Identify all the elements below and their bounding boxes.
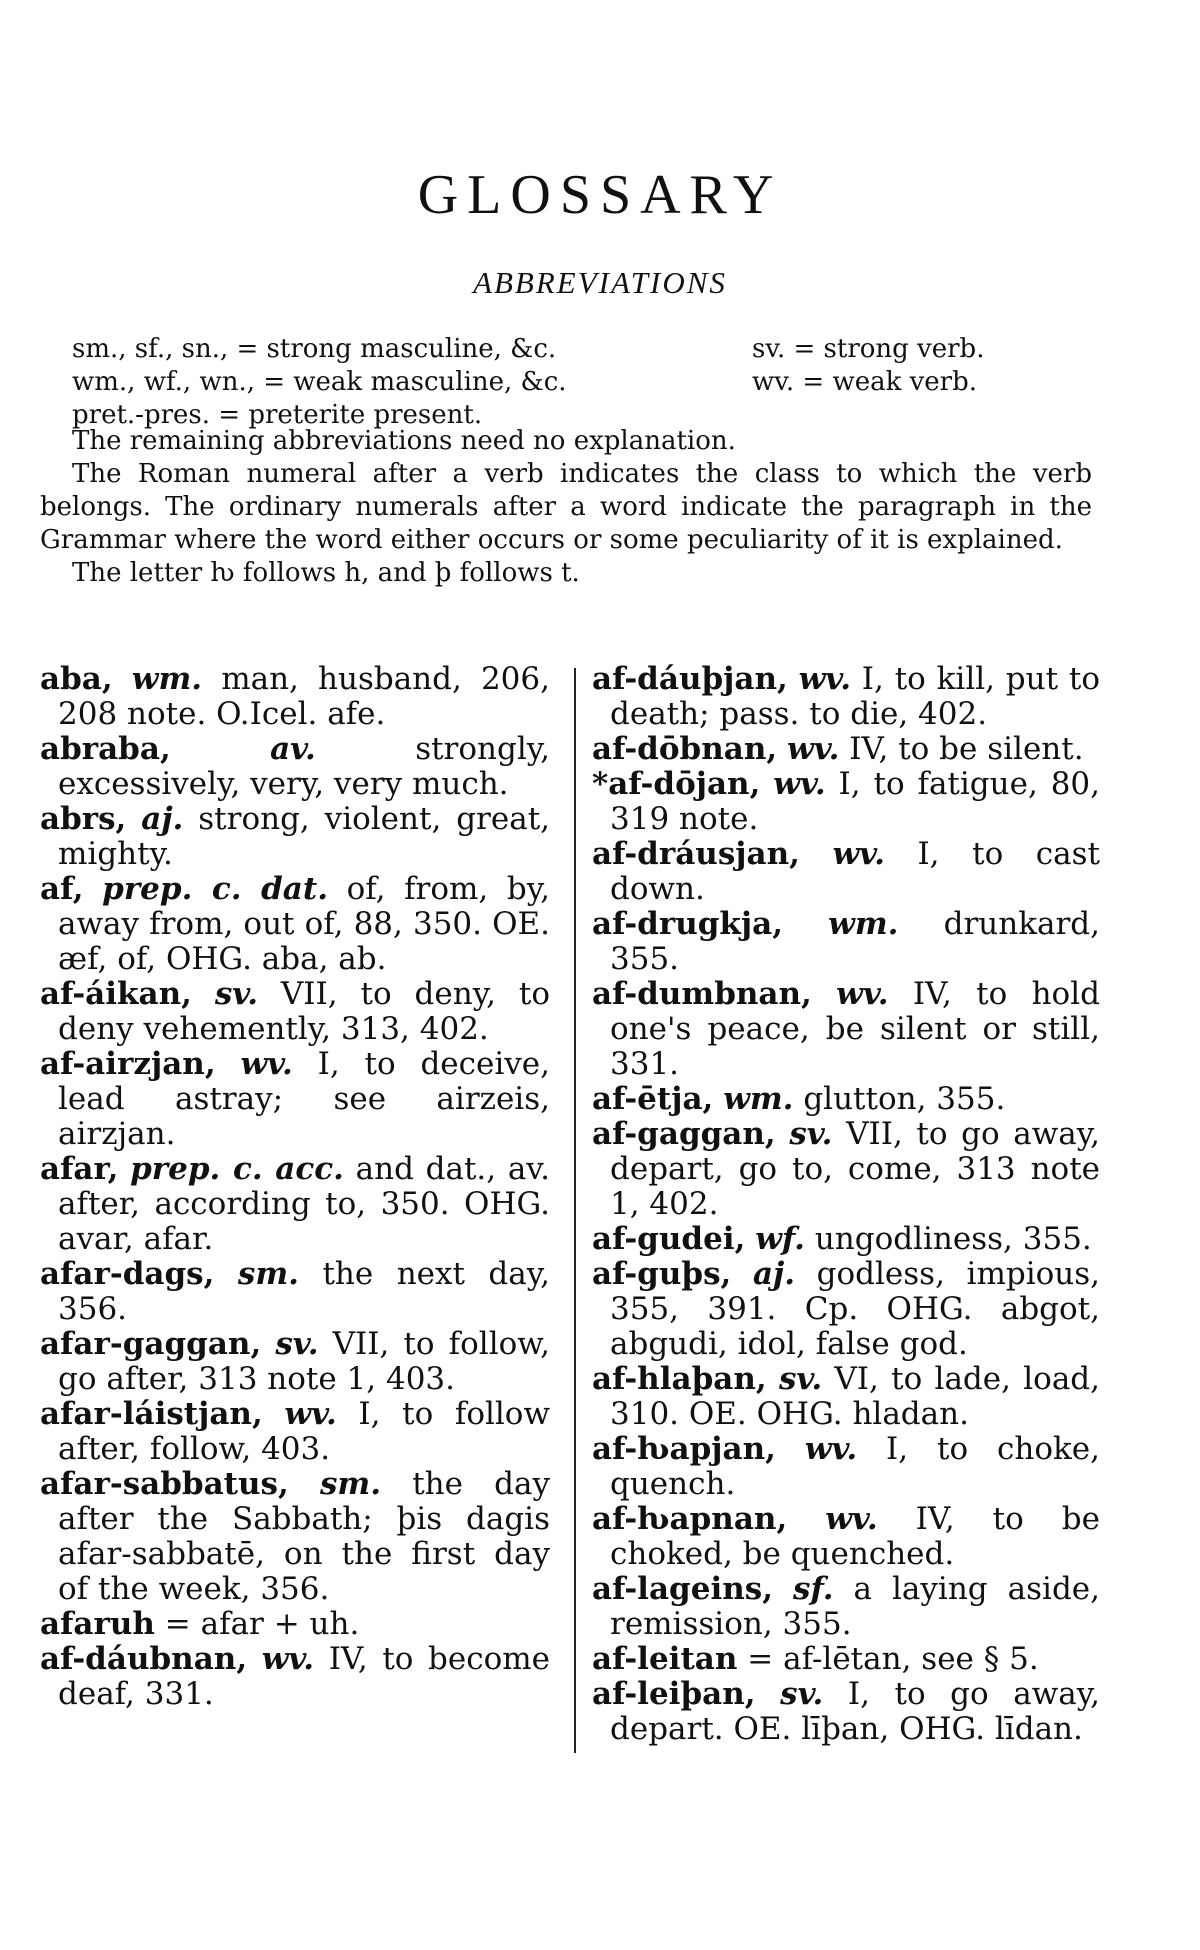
entry-definition: IV, to become deaf, 331. — [58, 1641, 551, 1712]
entry-headword: af-leitan — [592, 1641, 738, 1677]
glossary-entry — [592, 1257, 1100, 1362]
glossary-entry — [592, 837, 1100, 907]
abbreviation-row — [72, 366, 1102, 399]
entry-definition: IV, to be silent. — [849, 731, 1084, 767]
entry-definition: godless, impious, 355, 391. Cp. OHG. abgot, abgudi, idol, false god. — [610, 1256, 1100, 1362]
entry-headword: af-áikan, — [40, 976, 192, 1012]
entry-headword: af-ƕapjan, — [592, 1431, 776, 1467]
glossary-entry — [40, 977, 550, 1047]
glossary-entry — [592, 1082, 1100, 1117]
entry-part-of-speech: wv. — [773, 766, 826, 802]
entry-part-of-speech: prep. c. dat. — [102, 871, 328, 907]
glossary-entry — [592, 1502, 1100, 1572]
entry-headword: afar-sabbatus, — [40, 1466, 289, 1502]
section-subtitle: ABBREVIATIONS — [473, 265, 727, 300]
entry-part-of-speech: av. — [270, 731, 316, 767]
entry-headword: af-dumbnan, — [592, 976, 812, 1012]
glossary-entry — [40, 1152, 550, 1257]
entry-headword: afar-gaggan, — [40, 1326, 262, 1362]
glossary-entry — [40, 662, 550, 732]
entry-part-of-speech: wm. — [828, 906, 899, 942]
left-column — [40, 662, 550, 1712]
glossary-entry — [40, 1642, 550, 1712]
entry-definition: = afar + uh. — [164, 1606, 360, 1642]
entry-definition: I, to fatigue, 80, 319 note. — [610, 766, 1100, 837]
entry-part-of-speech: wv. — [284, 1396, 337, 1432]
glossary-entry — [40, 732, 550, 802]
glossary-entry — [40, 802, 550, 872]
entry-definition: IV, to hold one's peace, be silent or still, 331. — [610, 976, 1100, 1082]
entry-definition: IV, to be choked, be quenched. — [610, 1501, 1100, 1572]
entry-part-of-speech: sv. — [778, 1361, 823, 1397]
glossary-entry — [592, 1572, 1100, 1642]
entry-headword: afaruh — [40, 1606, 155, 1642]
entry-headword: afar-láistjan, — [40, 1396, 263, 1432]
note-paragraph: The letter ƕ follows h, and þ follows t. — [72, 558, 580, 588]
entry-definition: VII, to deny, to deny vehemently, 313, 402. — [58, 976, 550, 1047]
entry-headword: abraba, — [40, 731, 171, 767]
entry-part-of-speech: wf. — [755, 1221, 805, 1257]
glossary-entry — [40, 1467, 550, 1607]
entry-headword: af-airzjan, — [40, 1046, 216, 1082]
glossary-entry — [592, 1642, 1100, 1677]
entry-headword: af-dráusjan, — [592, 836, 800, 872]
glossary-entry — [40, 872, 550, 977]
entry-definition: a laying aside, remission, 355. — [610, 1571, 1101, 1642]
entry-definition: I, to follow after, follow, 403. — [58, 1396, 551, 1467]
notes-block — [40, 425, 1092, 590]
entry-headword: af-guþs, — [592, 1256, 732, 1292]
glossary-entry — [592, 907, 1100, 977]
entry-part-of-speech: wv. — [261, 1641, 315, 1677]
entry-part-of-speech: wv. — [798, 661, 851, 697]
entry-part-of-speech: wv. — [825, 1501, 878, 1537]
abbreviation-left: sm., sf., sn., = strong masculine, &c. — [72, 334, 557, 364]
entry-headword: abrs, — [40, 801, 127, 837]
entry-part-of-speech: wv. — [836, 976, 889, 1012]
entry-headword: af, — [40, 871, 84, 907]
entry-headword: af-dáubnan, — [40, 1641, 248, 1677]
entry-headword: af-lageins, — [592, 1571, 774, 1607]
column-divider — [574, 668, 576, 1753]
glossary-entry — [40, 1047, 550, 1152]
entry-part-of-speech: wv. — [832, 836, 885, 872]
entry-definition: I, to choke, quench. — [610, 1431, 1100, 1502]
glossary-entry — [40, 1607, 550, 1642]
entry-definition: the day after the Sabbath; þis dagis afar-sabbatē, on the first day of the week, 356. — [58, 1466, 551, 1607]
entry-part-of-speech: sv. — [275, 1326, 319, 1362]
entry-definition: I, to kill, put to death; pass. to die, 402. — [610, 661, 1100, 732]
entry-definition: VII, to follow, go after, 313 note 1, 403. — [58, 1326, 551, 1397]
entry-definition: man, husband, 206, 208 note. O.Icel. afe. — [58, 661, 550, 732]
entry-definition: ungodliness, 355. — [814, 1221, 1092, 1257]
note-paragraph: The remaining abbreviations need no explanation. — [72, 426, 736, 456]
entry-part-of-speech: sm. — [319, 1466, 382, 1502]
entry-headword: af-ētja, — [592, 1081, 714, 1117]
entry-headword: aba, — [40, 661, 113, 697]
entry-headword: af-dōbnan, — [592, 731, 778, 767]
glossary-entry — [592, 732, 1100, 767]
entry-part-of-speech: aj. — [141, 801, 184, 837]
entry-part-of-speech: sm. — [237, 1256, 299, 1292]
glossary-entry — [592, 767, 1100, 837]
entry-definition: = af-lētan, see § 5. — [747, 1641, 1039, 1677]
entry-part-of-speech: wv. — [787, 731, 840, 767]
glossary-entry — [40, 1257, 550, 1327]
entry-definition: of, from, by, away from, out of, 88, 350. OE. æf, of, OHG. aba, ab. — [58, 871, 550, 977]
entry-headword: af-ƕapnan, — [592, 1501, 788, 1537]
entry-definition: strong, violent, great, mighty. — [58, 801, 551, 872]
entry-part-of-speech: sf. — [793, 1571, 834, 1607]
entry-definition: I, to deceive, lead astray; see airzeis, airzjan. — [58, 1046, 550, 1152]
abbreviations-list — [72, 333, 1102, 432]
entry-part-of-speech: sv. — [780, 1676, 824, 1712]
page-title: GLOSSARY — [417, 164, 783, 226]
glossary-entry — [40, 1327, 550, 1397]
glossary-entry — [592, 1432, 1100, 1502]
entry-headword: afar-dags, — [40, 1256, 215, 1292]
entry-headword: afar, — [40, 1151, 119, 1187]
entry-headword: af-drugkja, — [592, 906, 783, 942]
abbreviation-left: wm., wf., wn., = weak masculine, &c. — [72, 367, 567, 397]
glossary-entry — [592, 977, 1100, 1082]
entry-definition: VI, to lade, load, 310. OE. OHG. hladan. — [610, 1361, 1101, 1432]
entry-definition: glutton, 355. — [803, 1081, 1006, 1117]
glossary-entry — [592, 1117, 1100, 1222]
entry-headword: af-leiþan, — [592, 1676, 756, 1712]
entry-definition: I, to go away, depart. OE. līþan, OHG. līdan. — [610, 1676, 1100, 1747]
entry-headword: *af-dōjan, — [592, 766, 761, 802]
glossary-entry — [592, 1362, 1100, 1432]
entry-part-of-speech: wm. — [723, 1081, 794, 1117]
entry-part-of-speech: prep. c. acc. — [130, 1151, 344, 1187]
entry-definition: I, to cast down. — [610, 836, 1101, 907]
right-column — [592, 662, 1100, 1747]
entry-part-of-speech: sv. — [214, 976, 258, 1012]
entry-headword: af-dáuþjan, — [592, 661, 788, 697]
entry-definition: the next day, 356. — [58, 1256, 551, 1327]
entry-definition: and dat., av. after, according to, 350. OHG. avar, afar. — [58, 1151, 550, 1257]
abbreviation-left: pret.-pres. = preterite present. — [72, 400, 483, 430]
entry-definition: VII, to go away, depart, go to, come, 313 note 1, 402. — [610, 1116, 1100, 1222]
abbreviation-row — [72, 333, 1102, 366]
entry-part-of-speech: aj. — [752, 1256, 796, 1292]
abbreviation-right: sv. = strong verb. — [752, 334, 985, 364]
glossary-entry — [40, 1397, 550, 1467]
glossary-entry — [592, 1677, 1100, 1747]
entry-headword: af-hlaþan, — [592, 1361, 767, 1397]
entry-headword: af-gudei, — [592, 1221, 746, 1257]
note-paragraph: The Roman numeral after a verb indicates the class to which the verb belongs. The ordinary numerals after a word indicate the paragraph in the Grammar where the word either occurs or some peculiarity of it is explained. — [40, 459, 1092, 555]
entry-part-of-speech: sv. — [789, 1116, 833, 1152]
entry-part-of-speech: wv. — [804, 1431, 858, 1467]
entry-definition: drunkard, 355. — [610, 906, 1100, 977]
abbreviation-right: wv. = weak verb. — [752, 367, 978, 397]
glossary-entry — [592, 1222, 1100, 1257]
entry-part-of-speech: wv. — [240, 1046, 293, 1082]
entry-definition: strongly, excessively, very, very much. — [58, 731, 551, 802]
glossary-entry — [592, 662, 1100, 732]
entry-part-of-speech: wm. — [131, 661, 203, 697]
entry-headword: af-gaggan, — [592, 1116, 776, 1152]
